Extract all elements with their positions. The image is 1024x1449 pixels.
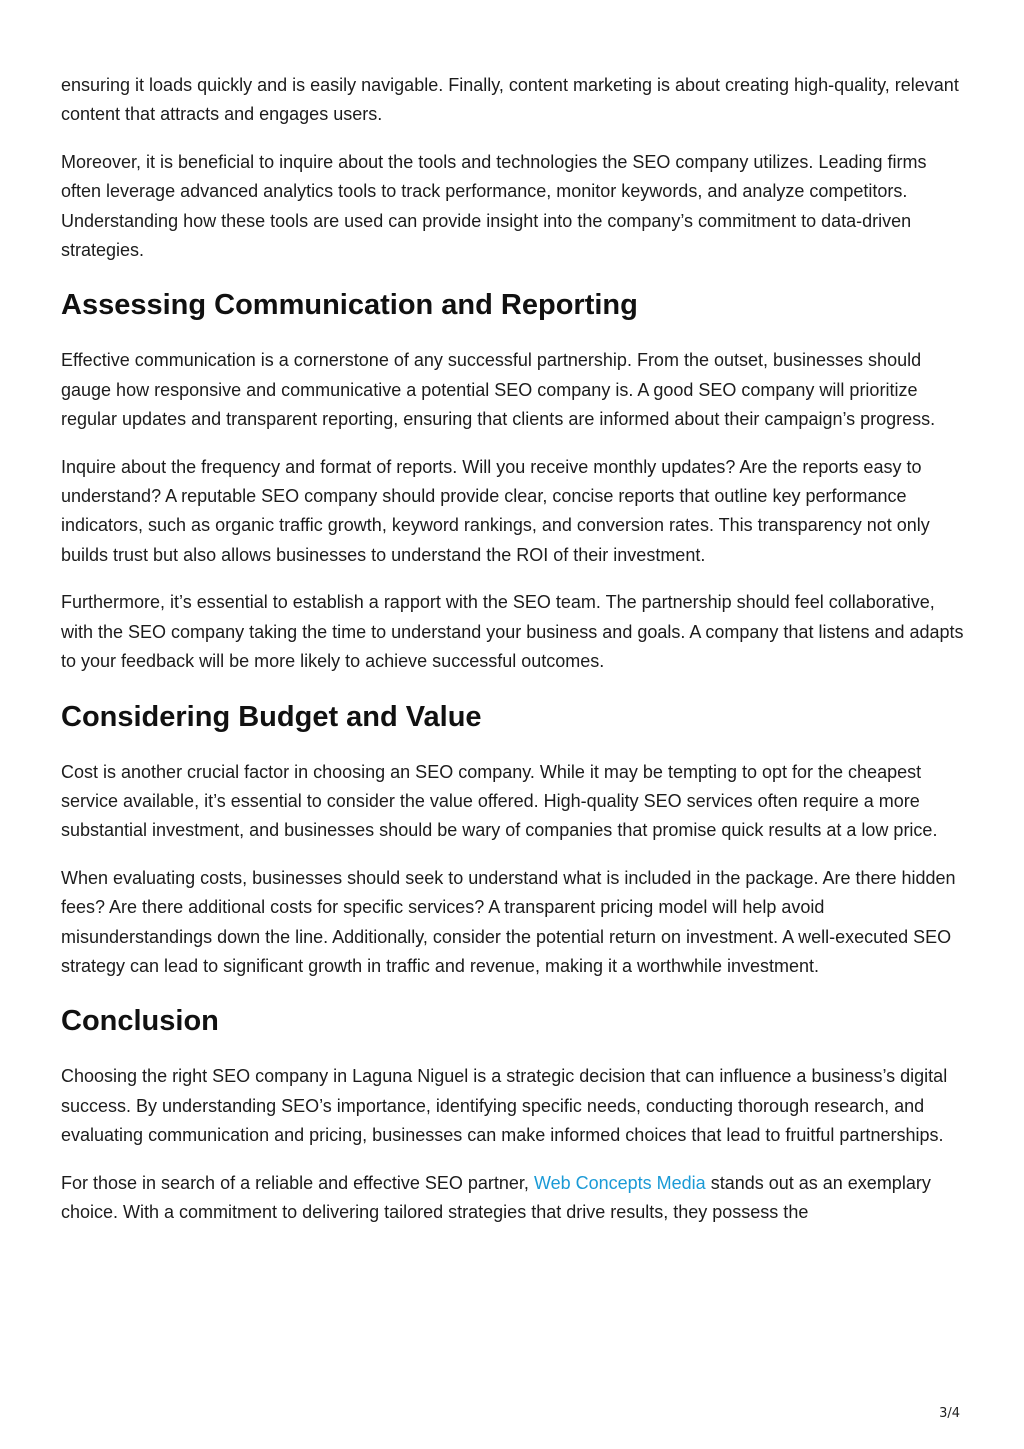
page-number: 3/4	[939, 1406, 960, 1421]
web-concepts-media-link[interactable]: Web Concepts Media	[533, 1172, 706, 1193]
conclusion-paragraph-1: Choosing the right SEO company in Laguna Niguel is a strategic decision that can influence a business’s digital success. By understanding SEO’s importance, identifying specific needs, conducting thorough research, and evaluating communication and pricing, businesses can make informed choices that lead to fruitful partnerships.	[61, 1066, 948, 1146]
communication-paragraph-2: Inquire about the frequency and format of reports. Will you receive monthly updates? Are the reports easy to understand? A reputable SEO company should provide clear, concise reports that outline key performance indicators, such as organic traffic growth, keyword rankings, and conversion rates. This transparency not only builds trust but also allows businesses to understand the ROI of their investment.	[61, 456, 930, 565]
conclusion-text-before-link: For those in search of a reliable and effective SEO partner,	[61, 1172, 534, 1193]
conclusion-paragraph-2	[61, 1169, 967, 1228]
budget-paragraph-1: Cost is another crucial factor in choosing an SEO company. While it may be tempting to opt for the cheapest service available, it’s essential to consider the value offered. High-quality SEO services often require a more substantial investment, and businesses should be wary of companies that promise quick results at a low price.	[61, 761, 938, 841]
communication-paragraph-1: Effective communication is a cornerstone of any successful partnership. From the outset, businesses should gauge how responsive and communicative a potential SEO company is. A good SEO company will prioritize regular updates and transparent reporting, ensuring that clients are informed about their campaign’s progress.	[61, 350, 936, 430]
budget-paragraph-2: When evaluating costs, businesses should seek to understand what is included in the package. Are there hidden fees? Are there additional costs for specific services? A transparent pricing model will help avoid misunderstandings down the line. Additionally, consider the potential return on investment. A well-executed SEO strategy can lead to significant growth in traffic and revenue, making it a worthwhile investment.	[61, 867, 956, 976]
section-heading-budget: Considering Budget and Value	[61, 700, 482, 733]
intro-paragraph-1: ensuring it loads quickly and is easily navigable. Finally, content marketing is about creating high-quality, relevant content that attracts and engages users.	[61, 75, 959, 125]
section-heading-conclusion: Conclusion	[61, 1005, 219, 1038]
communication-paragraph-3: Furthermore, it’s essential to establish a rapport with the SEO team. The partnership should feel collaborative, with the SEO company taking the time to understand your business and goals. A company that listens and adapts to your feedback will be more likely to achieve successful outcomes.	[61, 592, 964, 672]
document-page	[61, 71, 967, 1245]
section-heading-communication: Assessing Communication and Reporting	[61, 289, 638, 322]
intro-paragraph-2: Moreover, it is beneficial to inquire about the tools and technologies the SEO company utilizes. Leading firms often leverage advanced analytics tools to track performance, monitor keywords, and analyze competitors. Understanding how these tools are used can provide insight into the company’s commitment to data-driven strategies.	[61, 151, 927, 261]
conclusion-text-after-link: stands out as an exemplary choice. With a commitment to delivering tailored strategies that drive results, they possess the	[61, 1172, 931, 1222]
